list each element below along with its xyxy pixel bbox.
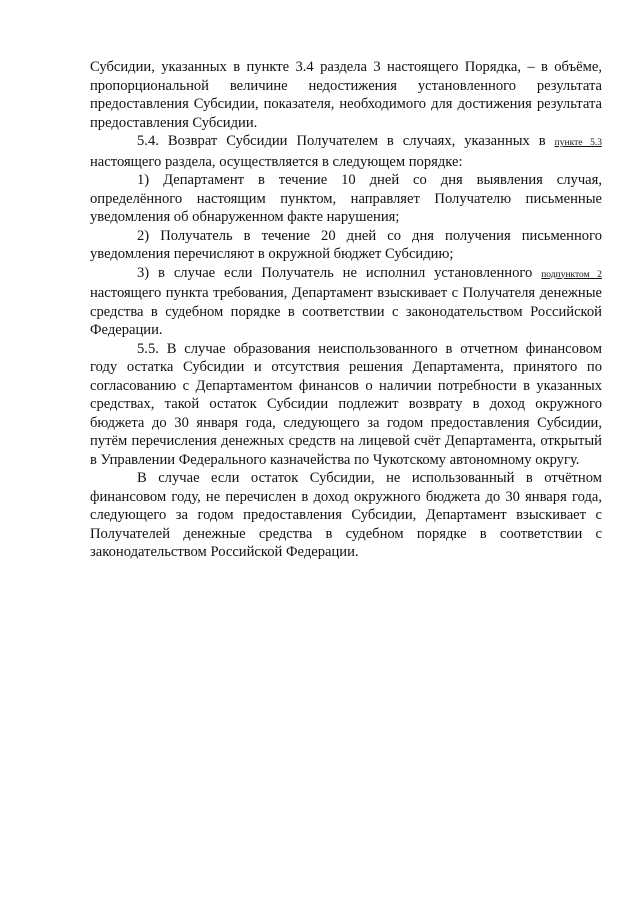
reference-link-point-5-3[interactable]: пункте 5.3 [554,138,602,148]
paragraph-continuation: Субсидии, указанных в пункте 3.4 раздела 3 настоящего Порядка, – в объёме, пропорциональной величине недостижения установленного результата предоставления Субсидии, показателя, необходимого для достижения результата предоставления Субсидии. [90,59,602,131]
list-item-3-text-before: 3) в случае если Получатель не исполнил установленного [137,264,542,281]
paragraph-5-5: 5.5. В случае образования неиспользованного в отчетном финансовом году остатка Субсидии и отсутствия решения Департамента, принятого по согласованию с Департаментом финансов о наличии потребности в указанных средствах, такой остаток Субсидии подлежит возврату в доход окружного бюджета до 30 января года, следующего за годом предоставления Субсидии, путём перечисления денежных средств на лицевой счёт Департамента, открытый в Управлении Федерального казначейства по Чукотскому автономному округу. [90,340,602,468]
list-item-3-text-after: настоящего пункта требования, Департамент взыскивает с Получателя денежные средства в судебном порядке в соответствии с законодательством Российской Федерации. [90,285,602,338]
list-item-2: 2) Получатель в течение 20 дней со дня получения письменного уведомления перечисляют в окружной бюджет Субсидию; [90,227,602,262]
paragraph-5-4 [90,132,602,171]
list-item-3 [90,264,602,340]
reference-link-subpoint-2[interactable]: подпунктом 2 [541,269,602,280]
paragraph-5-4-text-after: настоящего раздела, осуществляется в следующем порядке: [90,153,463,170]
document-page [90,58,602,562]
list-item-1: 1) Департамент в течение 10 дней со дня выявления случая, определённого настоящим пунктом, направляет Получателю письменные уведомления об обнаруженном факте нарушения; [90,172,602,225]
paragraph-remainder: В случае если остаток Субсидии, не использованный в отчётном финансовом году, не перечислен в доход окружного бюджета до 30 января года, следующего за годом предоставления Субсидии, Департамент взыскивает с Получателей денежные средства в судебном порядке в соответствии с законодательством Российской Федерации. [90,470,602,560]
paragraph-5-4-text-before: 5.4. Возврат Субсидии Получателем в случаях, указанных в [137,133,555,149]
